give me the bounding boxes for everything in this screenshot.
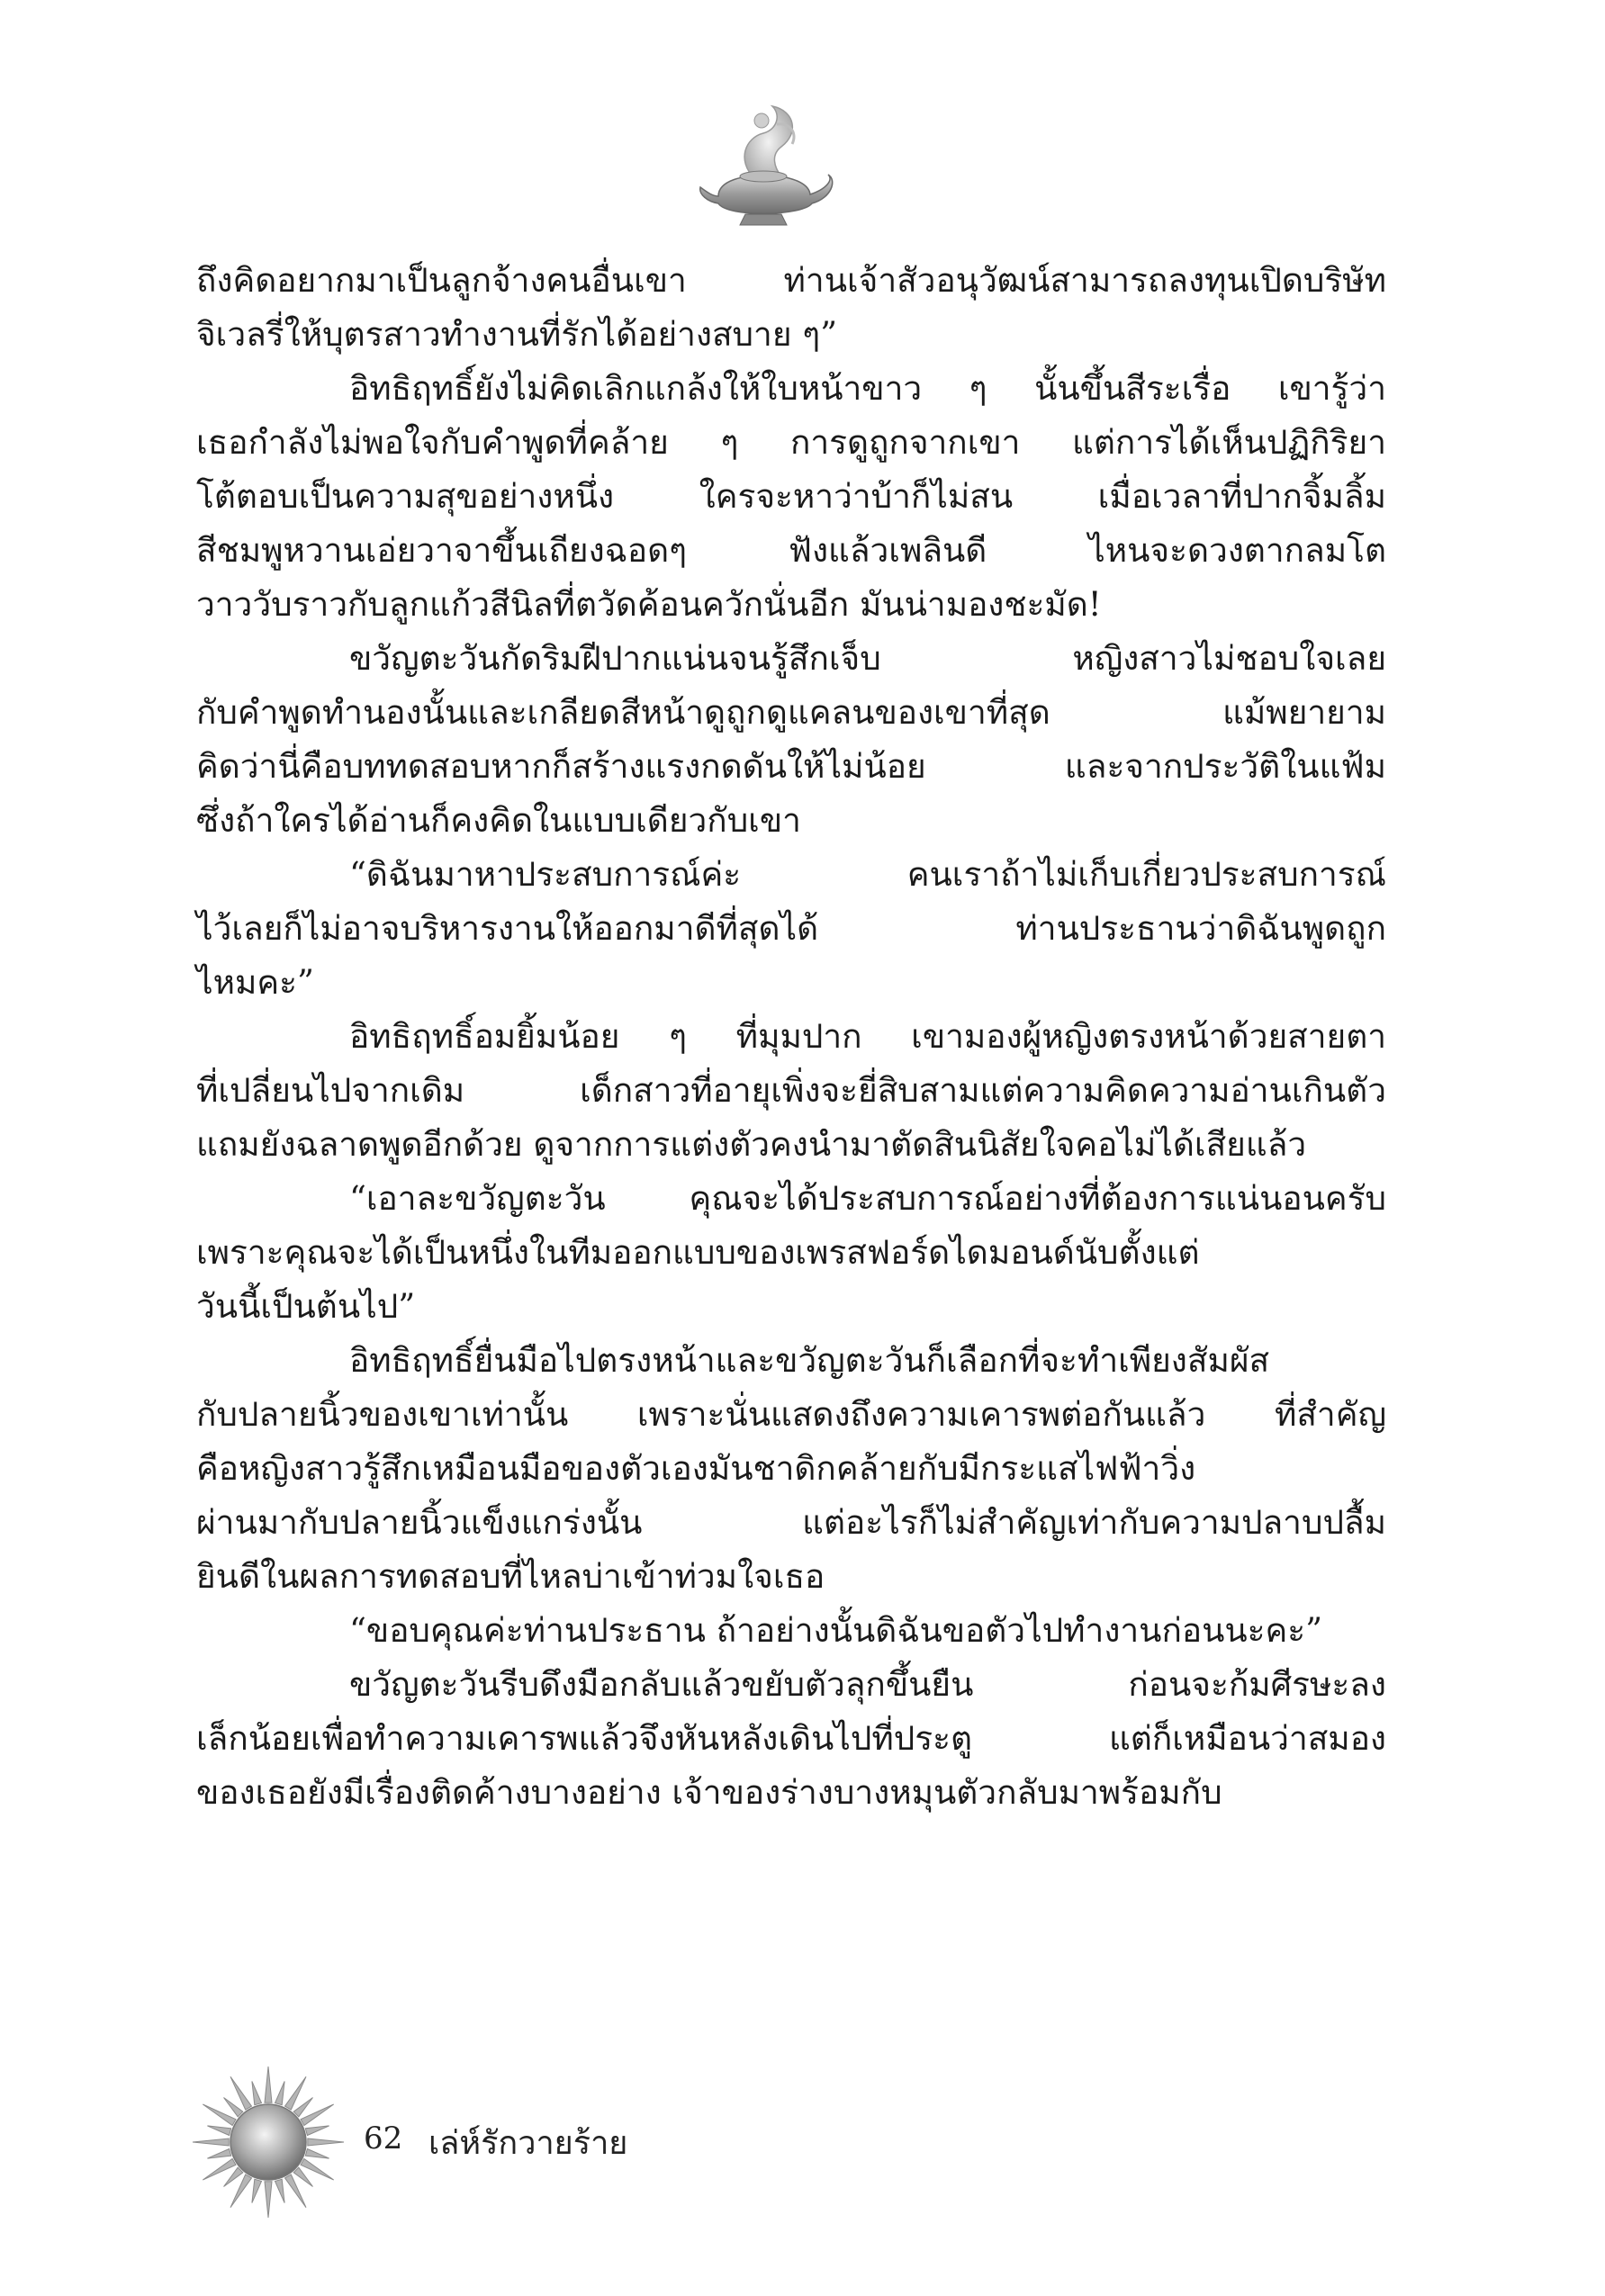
paragraph (196, 632, 1386, 848)
paragraph (196, 1658, 1386, 1820)
text-line: โต้ตอบเป็นความสุขอย่างหนึ่ง ใครจะหาว่าบ้าก็ไม่สน เมื่อเวลาที่ปากจิ้มลิ้ม (196, 477, 1386, 516)
text-line: วาววับราวกับลูกแก้วสีนิลที่ตวัดค้อนควักนั่นอีก มันน่ามองชะมัด! (196, 585, 1102, 624)
text-line: อิทธิฤทธิ์ยังไม่คิดเลิกแกล้งให้ใบหน้าขาว ๆ นั้นขึ้นสีระเรื่อ เขารู้ว่า (349, 369, 1386, 408)
text-line: ขวัญตะวันรีบดึงมือกลับแล้วขยับตัวลุกขึ้นยืน ก่อนจะก้มศีรษะลง (349, 1665, 1386, 1704)
text-line: ที่เปลี่ยนไปจากเดิม เด็กสาวที่อายุเพิ่งจะยี่สิบสามแต่ความคิดความอ่านเกินตัว (196, 1071, 1386, 1110)
sun-ray (305, 2126, 329, 2136)
sun-ray (207, 2149, 230, 2159)
text-line: แถมยังฉลาดพูดอีกด้วย ดูจากการแต่งตัวคงนำมาตัดสินนิสัยใจคอไม่ได้เสียแล้ว (196, 1125, 1307, 1164)
text-line: คือหญิงสาวรู้สึกเหมือนมือของตัวเองมันชาดิกคล้ายกับมีกระแสไฟฟ้าวิ่ง (196, 1449, 1196, 1488)
sun-ray (224, 2098, 243, 2117)
magic-lamp-icon (691, 97, 835, 232)
text-line: ผ่านมากับปลายนิ้วแข็งแกร่งนั้น แต่อะไรก็ไม่สำคัญเท่ากับความปลาบปลื้ม (196, 1503, 1386, 1542)
sun-ray (275, 2179, 285, 2202)
text-line: “ขอบคุณค่ะท่านประธาน ถ้าอย่างนั้นดิฉันขอตัวไปทำงานก่อนนะคะ” (349, 1611, 1323, 1650)
text-line: กับปลายนิ้วของเขาเท่านั้น เพราะนั่นแสดงถึงความเคารพต่อกันแล้ว ที่สำคัญ (196, 1395, 1386, 1434)
text-line: เล็กน้อยเพื่อทำความเคารพแล้วจึงหันหลังเดินไปที่ประตู แต่ก็เหมือนว่าสมอง (196, 1719, 1386, 1758)
sun-ray (207, 2126, 230, 2136)
text-line: ขวัญตะวันกัดริมฝีปากแน่นจนรู้สึกเจ็บ หญิงสาวไม่ชอบใจเลย (349, 639, 1386, 678)
text-line: กับคำพูดทำนองนั้นและเกลียดสีหน้าดูถูกดูแคลนของเขาที่สุด แม้พยายาม (196, 693, 1386, 732)
text-line: เธอกำลังไม่พอใจกับคำพูดที่คล้าย ๆ การดูถูกจากเขา แต่การได้เห็นปฏิกิริยา (196, 423, 1386, 462)
paragraph (196, 848, 1386, 1010)
page-number: 62 (364, 2120, 403, 2156)
text-line: ไว้เลยก็ไม่อาจบริหารงานให้ออกมาดีที่สุดได้ ท่านประธานว่าดิฉันพูดถูก (196, 909, 1386, 948)
sun-ray (193, 2138, 229, 2146)
sun-ray (224, 2167, 243, 2186)
paragraph (196, 1334, 1386, 1604)
paragraph (196, 254, 1386, 362)
text-line: วันนี้เป็นต้นไป” (196, 1287, 416, 1326)
text-line: สีชมพูหวานเอ่ยวาจาขึ้นเถียงฉอดๆ ฟังแล้วเพลินดี ไหนจะดวงตากลมโต (196, 531, 1386, 570)
body-text (196, 254, 1386, 1820)
sun-ray (275, 2081, 285, 2104)
sun-ray (308, 2138, 344, 2146)
text-line: จิเวลรี่ให้บุตรสาวทำงานที่รักได้อย่างสบาย ๆ” (196, 315, 838, 354)
sun-ray (265, 2182, 272, 2218)
paragraph (196, 1604, 1386, 1658)
sun-ray (293, 2167, 312, 2186)
running-title: เล่ห์รักวายร้าย (428, 2125, 628, 2162)
sun-ray (293, 2098, 312, 2117)
sun-ray (265, 2066, 272, 2102)
page-footer (187, 2061, 727, 2223)
sun-ray (252, 2081, 262, 2104)
text-line: คิดว่านี่คือบททดสอบหากก็สร้างแรงกดดันให้ไม่น้อย และจากประวัติในแฟ้ม (196, 747, 1386, 786)
paragraph (196, 1010, 1386, 1172)
sun-ray (305, 2149, 329, 2159)
text-line: ไหมคะ” (196, 963, 314, 1002)
paragraph (196, 362, 1386, 632)
text-line: ถึงคิดอยากมาเป็นลูกจ้างคนอื่นเขา ท่านเจ้าสัวอนุวัฒน์สามารถลงทุนเปิดบริษัท (196, 261, 1386, 300)
paragraph (196, 1172, 1386, 1334)
text-line: ซึ่งถ้าใครได้อ่านก็คงคิดในแบบเดียวกับเขา (196, 801, 801, 840)
text-line: ยินดีในผลการทดสอบที่ไหลบ่าเข้าท่วมใจเธอ (196, 1557, 825, 1596)
text-line: “ดิฉันมาหาประสบการณ์ค่ะ คนเราถ้าไม่เก็บเกี่ยวประสบการณ์ (349, 855, 1386, 894)
text-line: อิทธิฤทธิ์อมยิ้มน้อย ๆ ที่มุมปาก เขามองผู้หญิงตรงหน้าด้วยสายตา (349, 1017, 1386, 1056)
sun-ray (252, 2179, 262, 2202)
text-line: อิทธิฤทธิ์ยื่นมือไปตรงหน้าและขวัญตะวันก็เลือกที่จะทำเพียงสัมผัส (349, 1341, 1270, 1380)
text-line: “เอาละขวัญตะวัน คุณจะได้ประสบการณ์อย่างที่ต้องการแน่นอนครับ (349, 1179, 1386, 1218)
text-line: ของเธอยังมีเรื่องติดค้างบางอย่าง เจ้าของร่างบางหมุนตัวกลับมาพร้อมกับ (196, 1773, 1222, 1812)
sun-icon (187, 2061, 349, 2223)
text-line: เพราะคุณจะได้เป็นหนึ่งในทีมออกแบบของเพรสฟอร์ดไดมอนด์นับตั้งแต่ (196, 1233, 1200, 1272)
